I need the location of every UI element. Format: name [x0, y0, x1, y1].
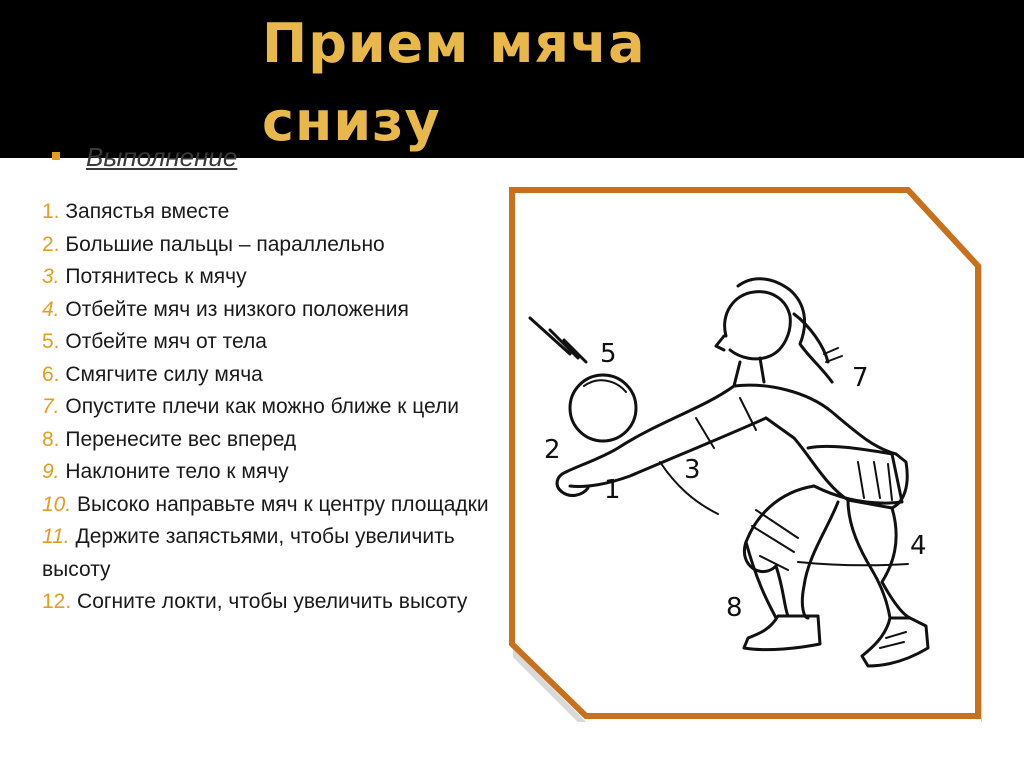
step-number: 1.: [42, 200, 60, 223]
step-text: Потянитесь к мячу: [65, 265, 247, 288]
steps-list: [42, 196, 497, 619]
step-item: [42, 521, 497, 586]
slide-title: [262, 6, 646, 160]
step-number: 7.: [42, 395, 60, 418]
step-text: Большие пальцы – параллельно: [65, 232, 385, 256]
slide-title-line1: Прием мяча: [262, 12, 646, 75]
figure-label-2: 2: [544, 435, 561, 465]
bullet-heading: [52, 138, 352, 174]
step-number: 11.: [42, 525, 70, 548]
step-number: 10.: [42, 492, 72, 516]
step-text: Высоко направьте мяч к центру площадки: [77, 492, 489, 516]
step-text: Держите запястьями, чтобы увеличить высоту: [42, 525, 455, 581]
step-item: [42, 196, 497, 229]
step-text: Наклоните тело к мячу: [65, 460, 289, 483]
step-text: Перенесите вес вперед: [65, 427, 297, 451]
figure-label-8: 8: [726, 593, 743, 623]
step-number: 4.: [42, 297, 60, 321]
step-number: 8.: [42, 427, 60, 451]
step-text: Опустите плечи как можно ближе к цели: [65, 395, 459, 418]
step-item: [42, 424, 497, 457]
step-number: 5.: [42, 330, 60, 353]
illustration-frame: [508, 186, 982, 722]
bullet-heading-text: Выполнение: [86, 142, 238, 172]
step-number: 3.: [42, 265, 60, 288]
figure-label-7: 7: [852, 363, 869, 393]
step-text: Отбейте мяч от тела: [65, 330, 267, 353]
figure-label-5: 5: [600, 339, 617, 369]
figure-label-4: 4: [910, 531, 927, 561]
step-text: Согните локти, чтобы увеличить высоту: [77, 590, 468, 613]
step-item: [42, 489, 497, 522]
frame-border: [512, 190, 978, 716]
step-item: [42, 229, 497, 262]
step-text: Отбейте мяч из низкого положения: [65, 297, 409, 321]
step-item: [42, 294, 497, 327]
step-item: [42, 326, 497, 359]
step-number: 2.: [42, 232, 60, 256]
square-bullet-icon: [52, 152, 60, 160]
step-number: 9.: [42, 460, 60, 483]
step-text: Запястья вместе: [65, 200, 230, 223]
figure-label-1: 1: [604, 475, 621, 505]
step-text: Смягчите силу мяча: [65, 362, 263, 386]
step-number: 6.: [42, 362, 60, 386]
step-item: [42, 391, 497, 424]
title-bar: [0, 0, 1024, 158]
step-item: [42, 586, 497, 619]
step-item: [42, 261, 497, 294]
slide-title-line2: снизу: [262, 90, 441, 153]
step-item: [42, 456, 497, 489]
figure-label-3: 3: [684, 455, 701, 485]
step-item: [42, 359, 497, 392]
step-number: 12.: [42, 590, 72, 613]
